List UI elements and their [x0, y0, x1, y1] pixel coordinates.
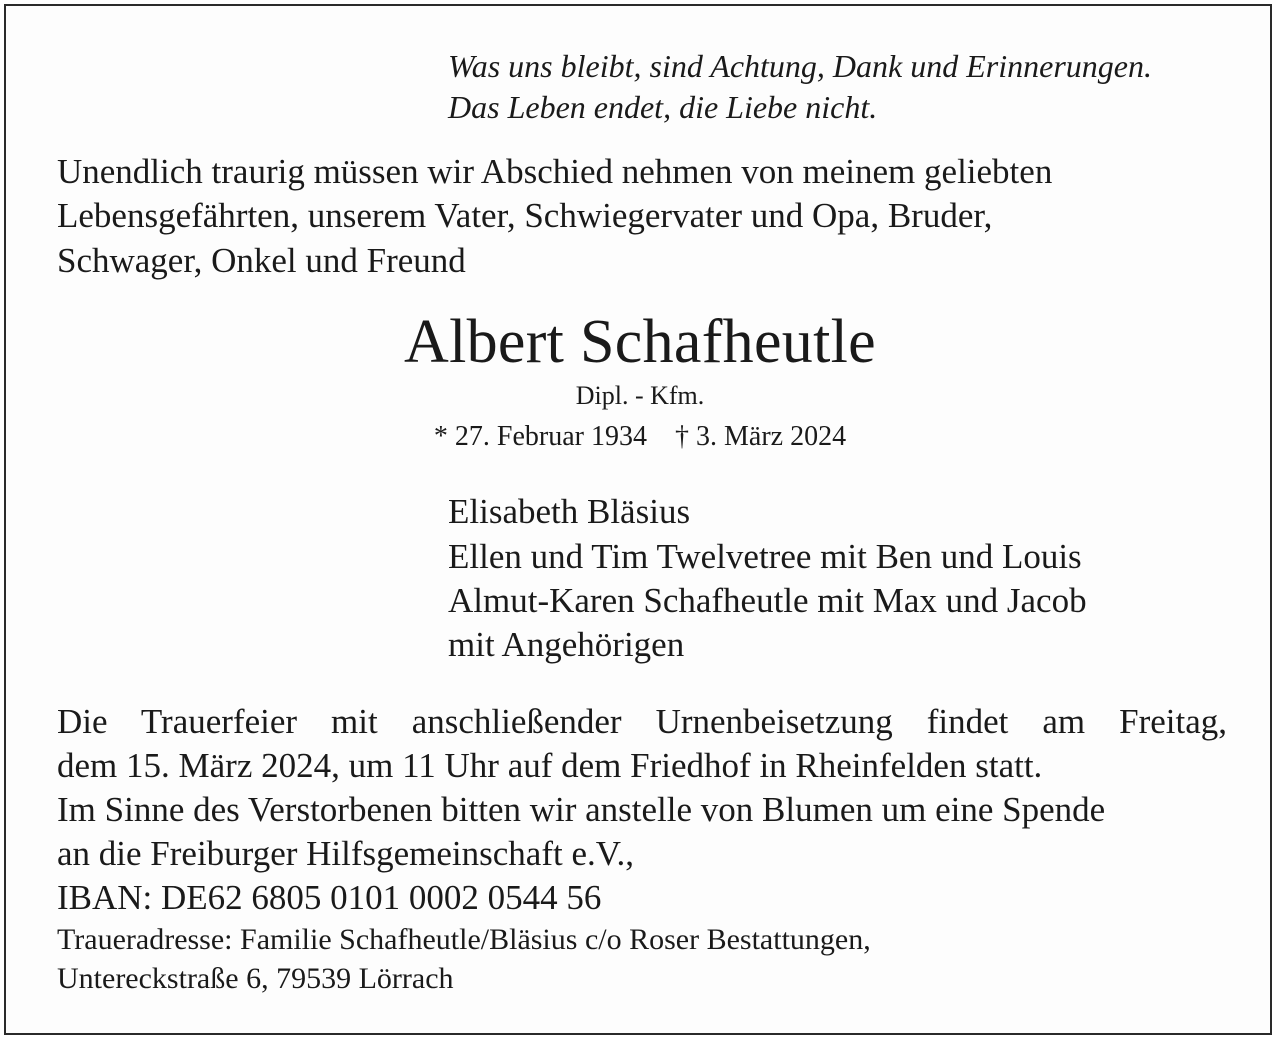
- iban: IBAN: DE62 6805 0101 0002 0544 56: [57, 878, 602, 917]
- intro-line-1: Unendlich traurig müssen wir Abschied nehmen von meinem geliebten: [57, 152, 1053, 191]
- deceased-title: Dipl. - Kfm.: [575, 381, 705, 410]
- mourner-4: mit Angehörigen: [448, 625, 685, 664]
- motto-line-2: Das Leben endet, die Liebe nicht.: [448, 89, 878, 125]
- deceased-dates: [0, 423, 1280, 451]
- birth-date: * 27. Februar 1934: [433, 421, 647, 452]
- ceremony-line-1: Die Trauerfeier mit anschließender Urnenbeisetzung findet am Freitag,: [57, 702, 1227, 741]
- mourner-2: Ellen und Tim Twelvetree mit Ben und Louis: [448, 537, 1082, 576]
- donation-line-2: an die Freiburger Hilfsgemeinschaft e.V.,: [57, 834, 635, 873]
- mourner-1: Elisabeth Bläsius: [448, 492, 691, 531]
- intro-line-3: Schwager, Onkel und Freund: [57, 241, 466, 280]
- mourner-3: Almut-Karen Schafheutle mit Max und Jacob: [448, 581, 1087, 620]
- death-date: † 3. März 2024: [675, 421, 847, 452]
- intro-line-2: Lebensgefährten, unserem Vater, Schwiegervater und Opa, Bruder,: [57, 196, 993, 235]
- deceased-name: Albert Schafheutle: [404, 308, 876, 376]
- ceremony-line-2: dem 15. März 2024, um 11 Uhr auf dem Friedhof in Rheinfelden statt.: [57, 746, 1043, 785]
- motto-line-1: Was uns bleibt, sind Achtung, Dank und Erinnerungen.: [448, 48, 1152, 84]
- donation-line-1: Im Sinne des Verstorbenen bitten wir anstelle von Blumen um eine Spende: [57, 790, 1106, 829]
- address-line-2: Untereckstraße 6, 79539 Lörrach: [57, 962, 454, 995]
- address-line-1: Traueradresse: Familie Schafheutle/Bläsius c/o Roser Bestattungen,: [57, 923, 871, 956]
